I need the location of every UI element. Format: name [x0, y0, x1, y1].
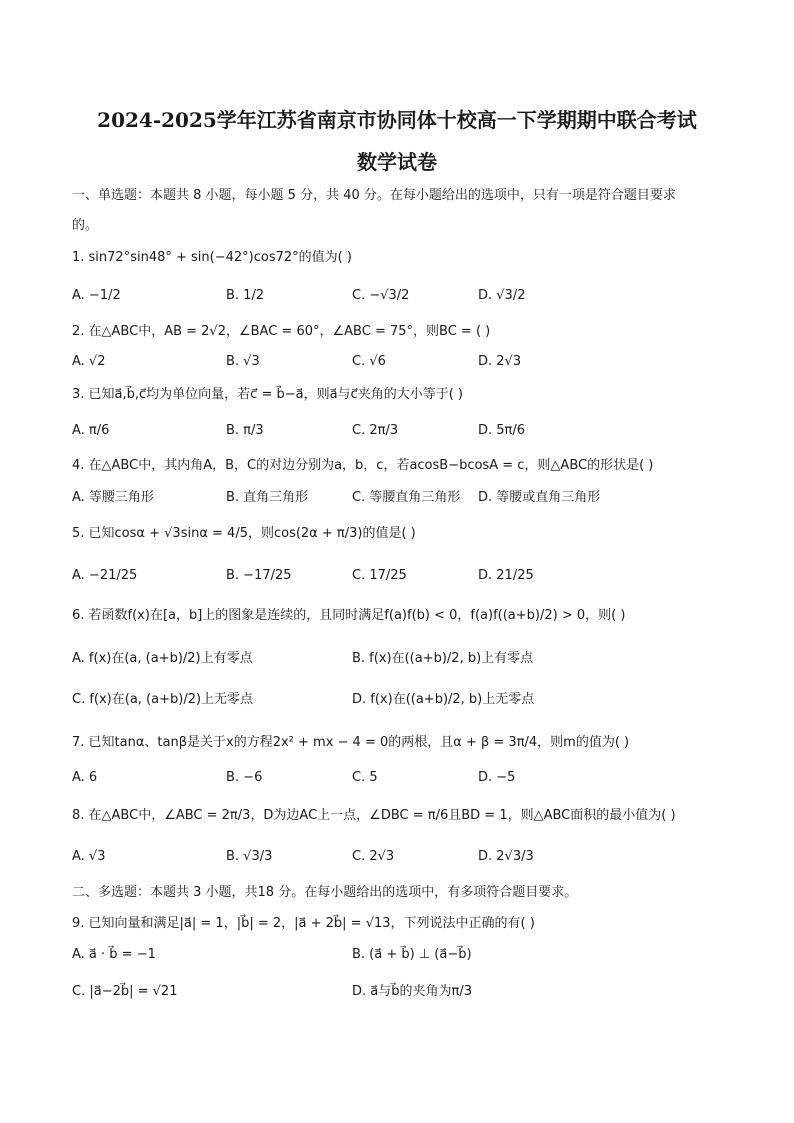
question-1-option-a: A. −1/2 [72, 288, 121, 303]
question-1-option-c: C. −√3/2 [352, 288, 410, 303]
question-1-option-b: B. 1/2 [226, 288, 265, 303]
question-8-option-d: D. 2√3/3 [478, 849, 534, 864]
question-6-option-b: B. f(x)在((a+b)/2, b)上有零点 [352, 651, 534, 666]
question-8-stem: 8. 在△ABC中，∠ABC = 2π/3，D为边AC上一点，∠DBC = π/6且BD = 1，则△ABC面积的最小值为( ) [72, 808, 676, 823]
question-4-option-c: C. 等腰直角三角形 [352, 490, 461, 505]
question-5-option-c: C. 17/25 [352, 568, 407, 583]
question-3-option-a: A. π/6 [72, 423, 110, 438]
question-9-option-a: A. a⃗ · b⃗ = −1 [72, 947, 156, 962]
question-4-option-a: A. 等腰三角形 [72, 490, 154, 505]
question-7-option-b: B. −6 [226, 770, 263, 785]
exam-subtitle: 数学试卷 [357, 150, 437, 174]
question-6-stem: 6. 若函数f(x)在[a，b]上的图象是连续的，且同时满足f(a)f(b) < 0，f(a)f((a+b)/2) > 0，则( ) [72, 608, 626, 623]
question-2-option-d: D. 2√3 [478, 354, 522, 369]
question-2-stem: 2. 在△ABC中，AB = 2√2，∠BAC = 60°，∠ABC = 75°，则BC = ( ) [72, 324, 491, 339]
question-4-option-b: B. 直角三角形 [226, 490, 309, 505]
question-7-option-d: D. −5 [478, 770, 516, 785]
question-3-option-b: B. π/3 [226, 423, 264, 438]
question-9-option-b: B. (a⃗ + b⃗) ⊥ (a⃗−b⃗) [352, 947, 472, 962]
question-4-stem: 4. 在△ABC中，其内角A，B，C的对边分别为a，b，c，若acosB−bcosA = c，则△ABC的形状是( ) [72, 458, 654, 473]
question-6-option-c: C. f(x)在(a, (a+b)/2)上无零点 [72, 692, 254, 707]
question-2-option-b: B. √3 [226, 354, 260, 369]
question-5-stem: 5. 已知cosα + √3sinα = 4/5，则cos(2α + π/3)的值是( ) [72, 526, 416, 541]
question-9-option-c: C. |a⃗−2b⃗| = √21 [72, 984, 178, 999]
question-5-option-a: A. −21/25 [72, 568, 138, 583]
question-6-option-d: D. f(x)在((a+b)/2, b)上无零点 [352, 692, 535, 707]
question-9-stem: 9. 已知向量和满足|a⃗| = 1，|b⃗| = 2，|a⃗ + 2b⃗| = √13，下列说法中正确的有( ) [72, 916, 535, 931]
question-8-option-c: C. 2√3 [352, 849, 395, 864]
question-1-option-d: D. √3/2 [478, 288, 526, 303]
question-1-stem: 1. sin72°sin48° + sin(−42°)cos72°的值为( ) [72, 250, 352, 265]
question-3-option-d: D. 5π/6 [478, 423, 526, 438]
section2-heading: 二、多选题：本题共 3 小题，共18 分。在每小题给出的选项中，有多项符合题目要求。 [72, 885, 578, 900]
question-6-option-a: A. f(x)在(a, (a+b)/2)上有零点 [72, 651, 253, 666]
question-5-option-d: D. 21/25 [478, 568, 534, 583]
question-7-option-a: A. 6 [72, 770, 98, 785]
question-2-option-c: C. √6 [352, 354, 386, 369]
question-9-option-d: D. a⃗与b⃗的夹角为π/3 [352, 984, 472, 999]
question-7-option-c: C. 5 [352, 770, 378, 785]
question-4-option-d: D. 等腰或直角三角形 [478, 490, 601, 505]
question-8-option-a: A. √3 [72, 849, 106, 864]
exam-title: 2024-2025学年江苏省南京市协同体十校高一下学期期中联合考试 [97, 108, 697, 132]
question-3-stem: 3. 已知a⃗,b⃗,c⃗均为单位向量，若c⃗ = b⃗−a⃗，则a⃗与c⃗夹角的大小等于( ) [72, 387, 463, 402]
question-5-option-b: B. −17/25 [226, 568, 292, 583]
question-8-option-b: B. √3/3 [226, 849, 273, 864]
question-3-option-c: C. 2π/3 [352, 423, 399, 438]
section1-heading-cont: 的。 [72, 218, 99, 233]
question-2-option-a: A. √2 [72, 354, 106, 369]
section1-heading: 一、单选题：本题共 8 小题，每小题 5 分，共 40 分。在每小题给出的选项中，只有一项是符合题目要求 [72, 188, 676, 203]
question-7-stem: 7. 已知tanα、tanβ是关于x的方程2x² + mx − 4 = 0的两根，且α + β = 3π/4，则m的值为( ) [72, 735, 630, 750]
